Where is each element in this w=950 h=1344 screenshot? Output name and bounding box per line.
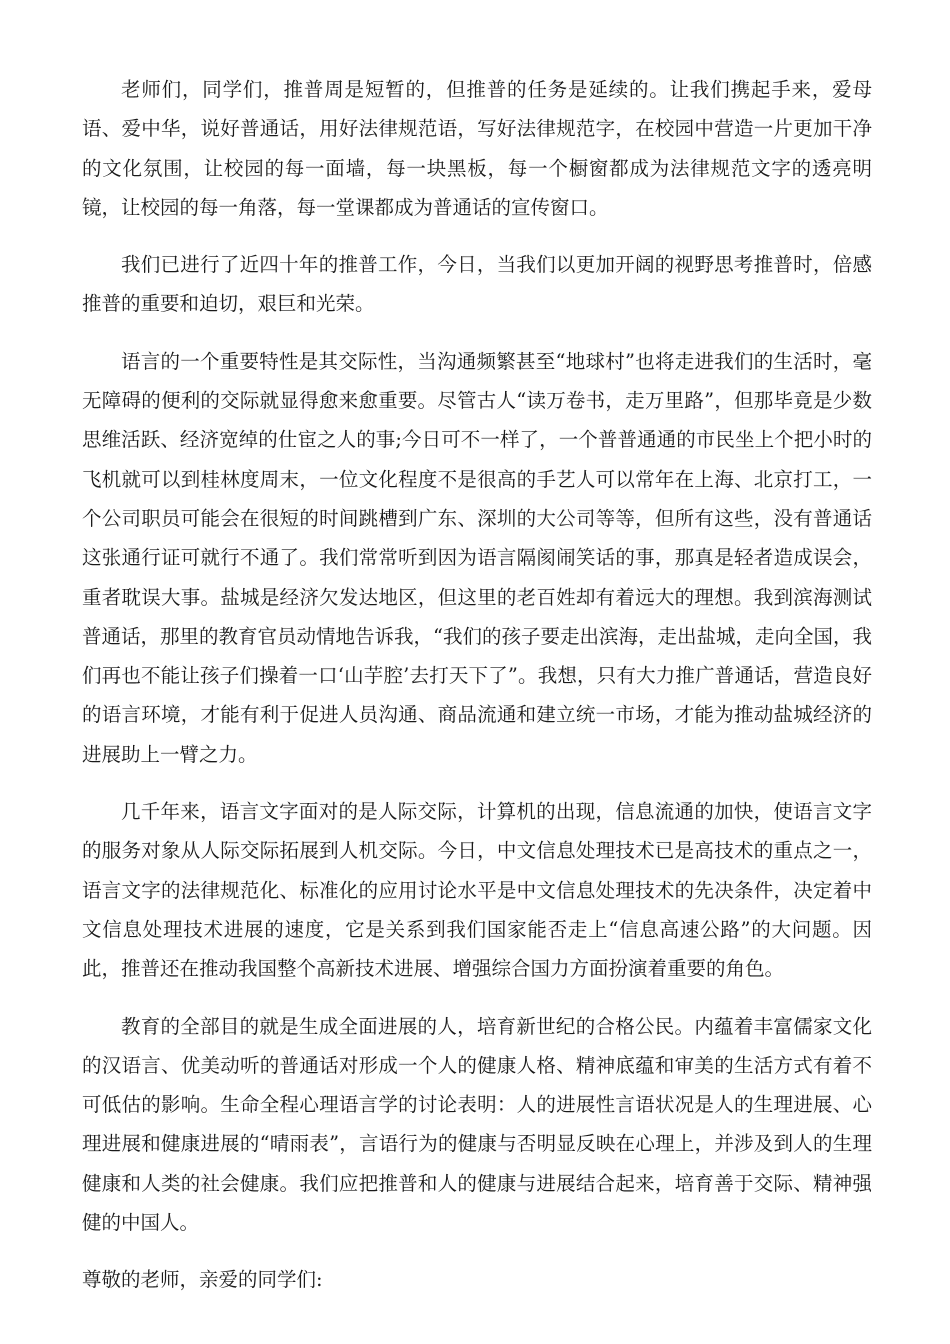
paragraph-1: 老师们，同学们，推普周是短暂的，但推普的任务是延续的。让我们携起手来，爱母语、爱中华，说好普通话，用好法律规范语，写好法律规范字，在校园中营造一片更加干净的文化氛围，让校园的每一面墙，每一块黑板，每一个橱窗都成为法律规范文字的透亮明镜，让校园的每一角落，每一堂课都成为普通话的宣传窗口。 bbox=[82, 78, 872, 219]
paragraph-2: 我们已进行了近四十年的推普工作，今日，当我们以更加开阔的视野思考推普时，倍感推普的重要和迫切，艰巨和光荣。 bbox=[82, 253, 872, 316]
paragraph-3: 语言的一个重要特性是其交际性，当沟通频繁甚至“地球村”也将走进我们的生活时，毫无障碍的便利的交际就显得愈来愈重要。尽管古人“读万卷书，走万里路”，但那毕竟是少数思维活跃、经济宽绰的仕宦之人的事;今日可不一样了，一个普普通通的市民坐上个把小时的飞机就可以到桂林度周末，一位文化程度不是很高的手艺人可以常年在上海、北京打工，一个公司职员可能会在很短的时间跳槽到广东、深圳的大公司等等，但所有这些，没有普通话这张通行证可就行不通了。我们常常听到因为语言隔阂闹笑话的事，那真是轻者造成误会，重者耽误大事。盐城是经济欠发达地区，但这里的老百姓却有着远大的理想。我到滨海测试普通话，那里的教育官员动情地告诉我，“我们的孩子要走出滨海，走出盐城，走向全国，我们再也不能让孩子们操着一口‘山芋腔’去打天下了”。我想，只有大力推广普通话，营造良好的语言环境，才能有利于促进人员沟通、商品流通和建立统一市场，才能为推动盐城经济的进展助上一臂之力。 bbox=[82, 349, 872, 766]
paragraph-5: 教育的全部目的就是生成全面进展的人，培育新世纪的合格公民。内蕴着丰富儒家文化的汉语言、优美动听的普通话对形成一个人的健康人格、精神底蕴和审美的生活方式有着不可低估的影响。生命全程心理语言学的讨论表明：人的进展性言语状况是人的生理进展、心理进展和健康进展的“晴雨表”，言语行为的健康与否明显反映在心理上，并涉及到人的生理健康和人类的社会健康。我们应把推普和人的健康与进展结合起来，培育善于交际、精神强健的中国人。 bbox=[82, 1014, 872, 1235]
document-body bbox=[82, 70, 872, 1300]
salutation: 尊敬的老师，亲爱的同学们: bbox=[82, 1268, 323, 1292]
paragraph-4: 几千年来，语言文字面对的是人际交际，计算机的出现，信息流通的加快，使语言文字的服务对象从人际交际拓展到人机交际。今日，中文信息处理技术已是高技术的重点之一，语言文字的法律规范化、标准化的应用讨论水平是中文信息处理技术的先决条件，决定着中文信息处理技术进展的速度，它是关系到我们国家能否走上“信息高速公路”的大问题。因此，推普还在推动我国整个高新技术进展、增强综合国力方面扮演着重要的角色。 bbox=[82, 800, 872, 981]
